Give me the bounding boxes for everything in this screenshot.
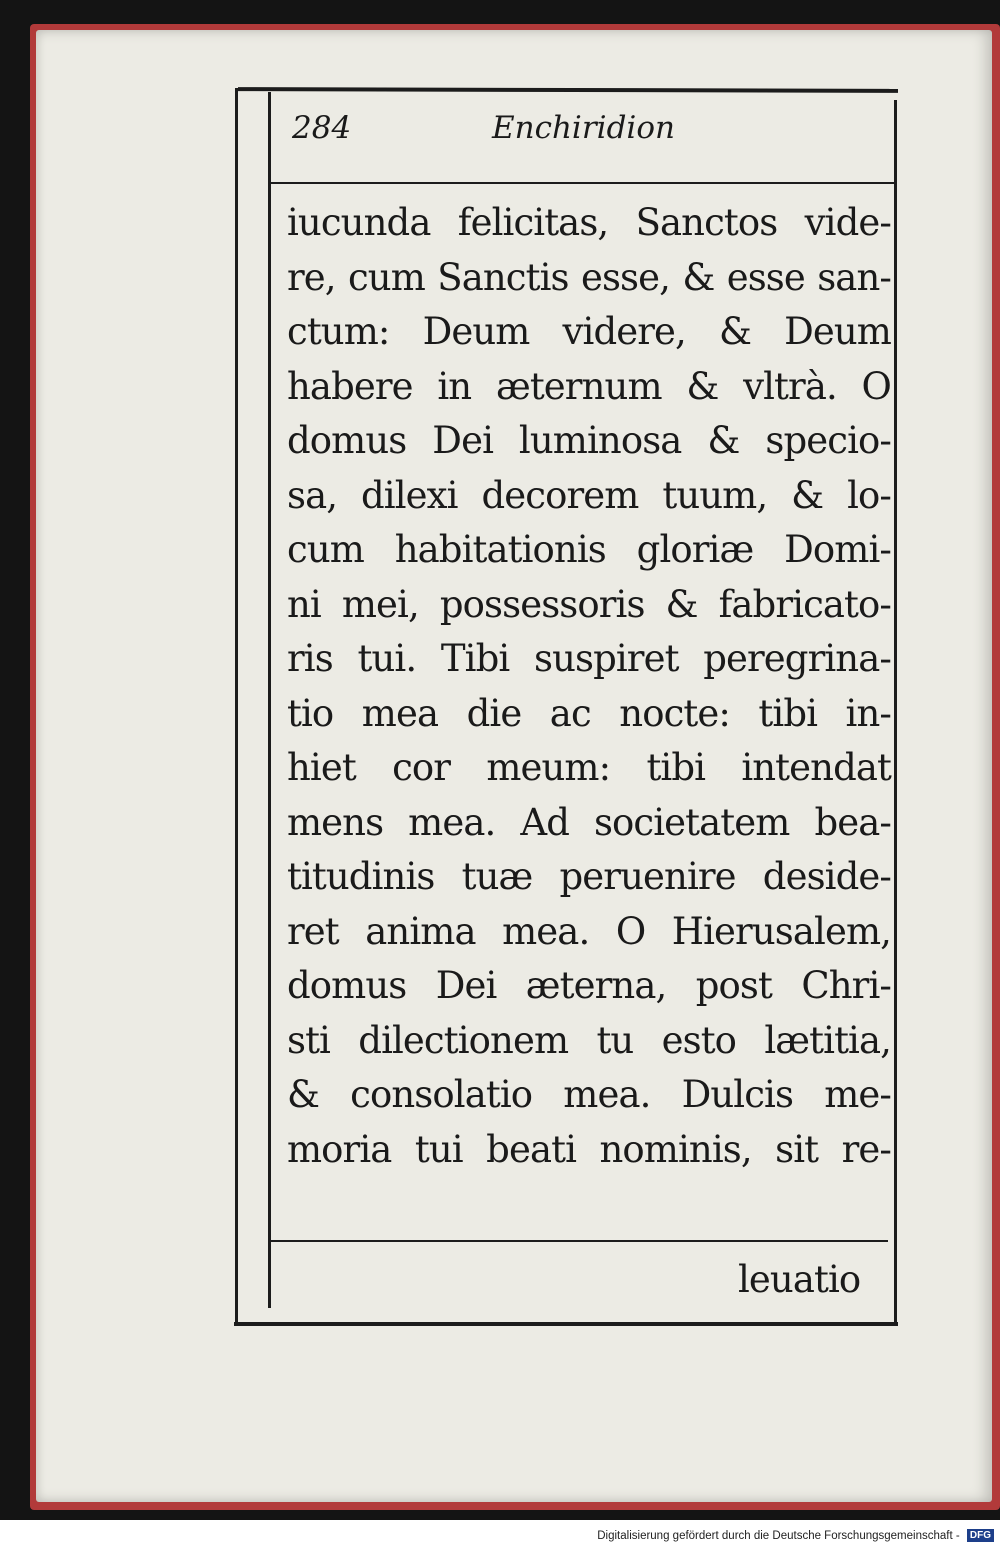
text-line: titudinis tuæ peruenire deside- (287, 855, 891, 898)
text-line: re, cum Sanctis esse, & esse san- (287, 255, 891, 299)
footer-rule (270, 1240, 888, 1242)
frame-rule-left-inner (268, 92, 271, 1308)
text-line: iucunda felicitas, Sanctos vide- (287, 201, 891, 244)
text-line: ris tui. Tibi suspiret peregrina- (287, 637, 891, 680)
text-line: hiet cor meum: tibi intendat (287, 746, 891, 789)
text-line: ctum: Deum videre, & Deum (287, 310, 891, 353)
text-line: domus Dei æterna, post Chri- (287, 964, 891, 1007)
text-line: domus Dei luminosa & specio- (287, 419, 891, 462)
frame-rule-bottom (234, 1322, 898, 1326)
digitization-credit (0, 1524, 994, 1548)
text-line: moria tui beati nominis, sit re- (287, 1127, 891, 1171)
text-line: habere in æternum & vltrà. O (287, 364, 891, 408)
page-number: 284 (292, 110, 352, 146)
dfg-logo: DFG (967, 1529, 994, 1542)
credit-text: Digitalisierung gefördert durch die Deutsche Forschungsgemeinschaft - (597, 1530, 960, 1542)
text-block (287, 196, 891, 1177)
text-line: cum habitationis gloriæ Domi- (287, 528, 891, 571)
text-line: ret anima mea. O Hierusalem, (287, 909, 891, 953)
header-rule (270, 182, 896, 184)
text-line: sti dilectionem tu esto lætitia, (287, 1018, 891, 1062)
text-line: & consolatio mea. Dulcis me- (287, 1073, 891, 1116)
frame-rule-right (894, 100, 897, 1326)
text-line: tio mea die ac nocte: tibi in- (287, 691, 891, 735)
text-line: ni mei, possessoris & fabricato- (287, 582, 891, 626)
running-title: Enchiridion (492, 110, 675, 146)
text-line: mens mea. Ad societatem bea- (287, 800, 891, 844)
frame-rule-left-outer (235, 88, 238, 1324)
catchword: leuatio (738, 1258, 861, 1301)
text-line: sa, dilexi decorem tuum, & lo- (287, 473, 891, 517)
